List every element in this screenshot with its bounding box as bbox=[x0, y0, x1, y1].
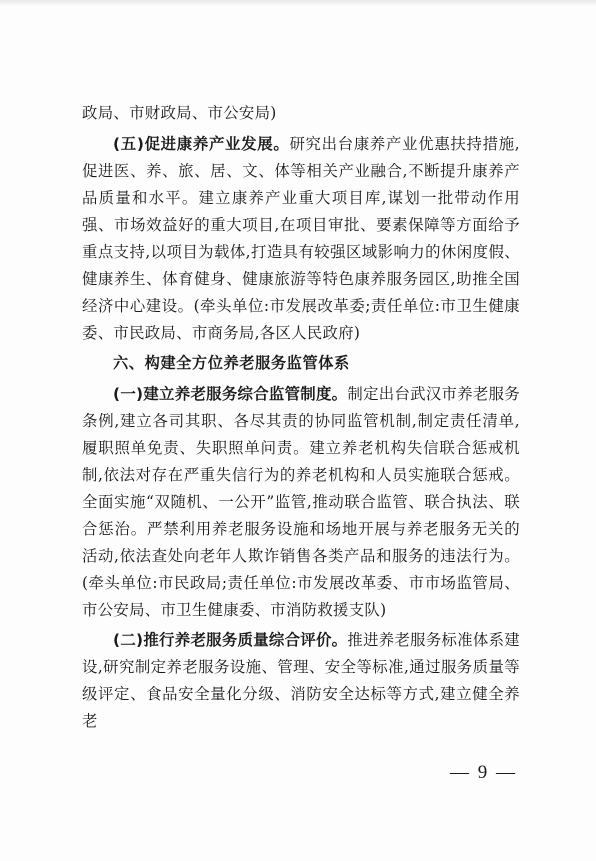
paragraph-lead: (二)推行养老服务质量综合评价。 bbox=[113, 631, 348, 649]
paragraph-text: 推进养老服务标准体系建设,研究制定养老服务设施、管理、安全等标准,通过服务质量等级评定、食品安全量化分级、消防安全达标等方式,建立健全养老 bbox=[82, 631, 520, 730]
paragraph-continuation bbox=[82, 100, 520, 127]
paragraph-lead: (一)建立养老服务综合监管制度。 bbox=[113, 384, 348, 403]
paragraph-lead: (五)促进康养产业发展。 bbox=[113, 134, 290, 153]
paragraph-supervision-system bbox=[82, 381, 520, 624]
document-body bbox=[82, 100, 520, 739]
scan-edge bbox=[0, 0, 596, 6]
section-heading: 六、构建全方位养老服务监管体系 bbox=[113, 354, 350, 372]
paragraph-text: 政局、市财政局、市公安局) bbox=[82, 104, 277, 122]
paragraph-kangyang-industry bbox=[82, 131, 520, 347]
page-number: — 9 — bbox=[450, 762, 517, 783]
paragraph-quality-evaluation bbox=[82, 627, 520, 735]
paragraph-text: 制定出台武汉市养老服务条例,建立各司其职、各尽其责的协同监管机制,制定责任清单,履职照单免责、失职照单问责。建立养老机构失信联合惩戒机制,依法对存在严重失信行为的养老机构和人员实施联合惩戒。全面实施“双随机、一公开”监管,推动联合监管、联合执法、联合惩治。严禁利用养老服务设施和场地开展与养老服务无关的活动,依法查处向老年人欺诈销售各类产品和服务的违法行为。(牵头单位:市民政局;责任单位:市发展改革委、市市场监管局、市公安局、市卫生健康委、市消防救援支队) bbox=[82, 384, 520, 619]
paragraph-text: 研究出台康养产业优惠扶持措施,促进医、养、旅、居、文、体等相关产业融合,不断提升康养产品质量和水平。建立康养产业重大项目库,谋划一批带动作用强、市场效益好的重大项目,在项目审批、要素保障等方面给予重点支持,以项目为载体,打造具有较强区域影响力的休闲度假、健康养生、体育健身、健康旅游等特色康养服务园区,助推全国经济中心建设。(牵头单位:市发展改革委;责任单位:市卫生健康委、市民政局、市商务局,各区人民政府) bbox=[82, 134, 520, 342]
